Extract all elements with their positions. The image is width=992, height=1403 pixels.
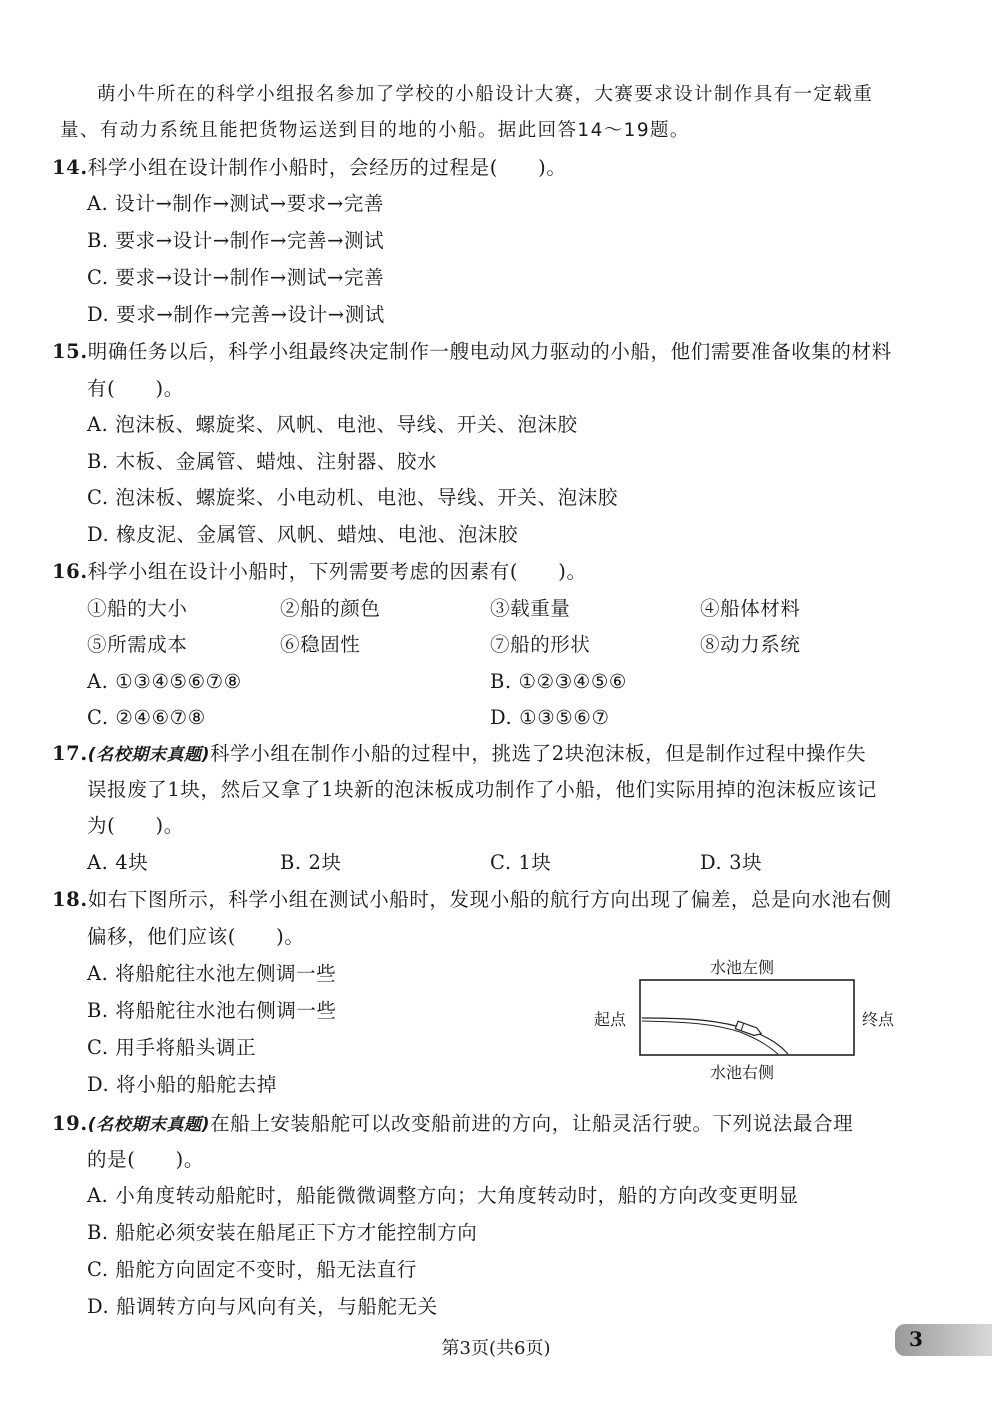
q19-option-a: A. 小角度转动船舵时，船能微微调整方向；大角度转动时，船的方向改变更明显 (87, 1184, 799, 1207)
q18-option-c: C. 用手将船头调正 (87, 1036, 257, 1059)
end-point-label: 终点 (862, 1010, 895, 1029)
source-tag: (名校期末真题) (87, 1115, 211, 1135)
question-text: 明确任务以后，科学小组最终决定制作一艘电动风力驱动的小船，他们需要准备收集的材料 (87, 340, 892, 363)
q14-option-a: A. 设计→制作→测试→要求→完善 (87, 192, 385, 215)
question-number: 17. (52, 742, 88, 765)
q15-option-a: A. 泡沫板、螺旋桨、风帆、电池、导线、开关、泡沫胶 (87, 413, 578, 436)
q16-option-c: C. ②④⑥⑦⑧ (87, 706, 206, 729)
question-number: 19. (52, 1112, 88, 1135)
boat-wake (642, 1021, 778, 1054)
factor-3: ③载重量 (490, 597, 571, 620)
question-18-stem-cont: 偏移，他们应该( )。 (87, 925, 305, 948)
boat-icon (735, 1021, 762, 1037)
q17-option-a: A. 4块 (87, 851, 149, 874)
q18-option-a: A. 将船舵往水池左侧调一些 (87, 962, 337, 985)
question-text: 科学小组在设计小船时，下列需要考虑的因素有( )。 (87, 560, 587, 583)
pool-diagram (590, 950, 910, 1085)
q16-option-a: A. ①③④⑤⑥⑦⑧ (87, 670, 242, 693)
question-18-stem (52, 887, 892, 913)
boat-path (642, 1018, 788, 1054)
question-number: 16. (52, 560, 88, 583)
question-text: 如右下图所示，科学小组在测试小船时，发现小船的航行方向出现了偏差，总是向水池右侧 (87, 888, 892, 911)
page-footer: 第3页(共6页) (441, 1338, 551, 1359)
question-17-stem-cont-1: 误报废了1块，然后又拿了1块新的泡沫板成功制作了小船，他们实际用掉的泡沫板应该记 (87, 778, 877, 801)
q18-option-b: B. 将船舵往水池右侧调一些 (87, 999, 337, 1022)
start-point-label: 起点 (594, 1010, 627, 1029)
factor-1: ①船的大小 (87, 597, 188, 620)
q19-option-b: B. 船舵必须安装在船尾正下方才能控制方向 (87, 1221, 478, 1244)
q14-option-b: B. 要求→设计→制作→完善→测试 (87, 229, 385, 252)
factor-6: ⑥稳固性 (280, 633, 361, 656)
question-17-stem-cont-2: 为( )。 (87, 814, 184, 837)
q17-option-b: B. 2块 (280, 851, 342, 874)
question-19-stem-cont: 的是( )。 (87, 1148, 204, 1171)
question-text: 在船上安装船舵可以改变船前进的方向，让船灵活行驶。下列说法最合理 (210, 1112, 854, 1135)
question-text: 科学小组在设计制作小船时，会经历的过程是( )。 (87, 156, 567, 179)
pool-outline (640, 980, 854, 1055)
factor-7: ⑦船的形状 (490, 633, 591, 656)
q19-option-c: C. 船舵方向固定不变时，船无法直行 (87, 1258, 417, 1281)
factor-8: ⑧动力系统 (700, 633, 801, 656)
question-19-stem (52, 1111, 853, 1138)
q17-option-c: C. 1块 (490, 851, 552, 874)
intro-line-2: 量、有动力系统且能把货物运送到目的地的小船。据此回答14～19题。 (60, 120, 690, 141)
factor-5: ⑤所需成本 (87, 633, 188, 656)
q16-option-d: D. ①③⑤⑥⑦ (490, 706, 610, 729)
question-number: 18. (52, 888, 88, 911)
intro-line-1: 萌小牛所在的科学小组报名参加了学校的小船设计大赛，大赛要求设计制作具有一定载重 (97, 84, 874, 105)
question-16-stem (52, 559, 587, 585)
q15-option-d: D. 橡皮泥、金属管、风帆、蜡烛、电池、泡沫胶 (87, 523, 519, 546)
q19-option-d: D. 船调转方向与风向有关，与船舵无关 (87, 1295, 438, 1318)
pool-right-side-label: 水池右侧 (710, 1063, 775, 1082)
q17-option-d: D. 3块 (700, 851, 763, 874)
pool-drawing (590, 950, 910, 1085)
q15-option-b: B. 木板、金属管、蜡烛、注射器、胶水 (87, 450, 438, 473)
pool-left-side-label: 水池左侧 (710, 958, 775, 977)
page-number: 3 (909, 1327, 923, 1351)
question-15-stem-cont: 有( )。 (87, 377, 184, 400)
q15-option-c: C. 泡沫板、螺旋桨、小电动机、电池、导线、开关、泡沫胶 (87, 486, 618, 509)
q18-option-d: D. 将小船的船舵去掉 (87, 1073, 277, 1096)
page-number-tab (895, 1324, 992, 1356)
source-tag: (名校期末真题) (87, 745, 211, 765)
question-number: 15. (52, 340, 88, 363)
question-text: 科学小组在制作小船的过程中，挑选了2块泡沫板，但是制作过程中操作失 (210, 742, 867, 765)
q14-option-d: D. 要求→制作→完善→设计→测试 (87, 303, 385, 326)
factor-4: ④船体材料 (700, 597, 801, 620)
question-17-stem (52, 741, 866, 768)
q16-option-b: B. ①②③④⑤⑥ (490, 670, 628, 693)
factor-2: ②船的颜色 (280, 597, 381, 620)
question-15-stem (52, 339, 892, 365)
q14-option-c: C. 要求→设计→制作→测试→完善 (87, 266, 385, 289)
question-14-stem (52, 155, 566, 181)
question-number: 14. (52, 156, 88, 179)
